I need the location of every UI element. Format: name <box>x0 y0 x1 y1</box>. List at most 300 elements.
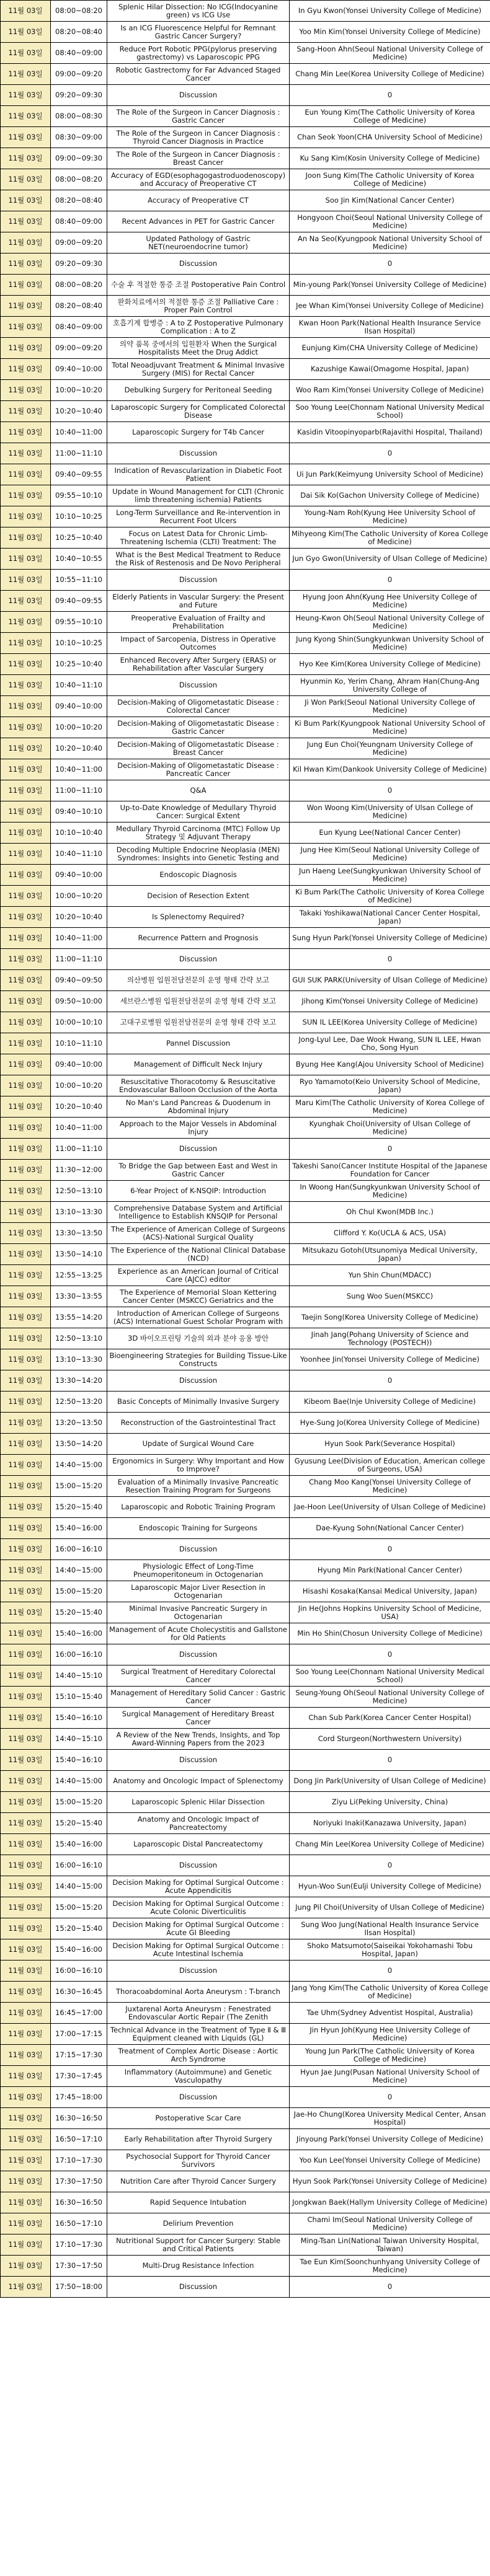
session-speaker: Jung Pil Choi(University of Ulsan College of Medicine) <box>290 1897 490 1918</box>
session-title: Accuracy of Preoperative CT <box>107 190 290 211</box>
table-row <box>1 296 490 317</box>
session-time: 10:00~10:20 <box>51 886 107 907</box>
table-row <box>1 2108 490 2129</box>
table-row <box>1 1012 490 1033</box>
session-date: 11월 03일 <box>1 1054 51 1075</box>
session-time: 09:55~10:10 <box>51 612 107 633</box>
table-row <box>1 2256 490 2277</box>
table-row <box>1 1518 490 1539</box>
session-date: 11월 03일 <box>1 1 51 22</box>
table-row <box>1 2192 490 2213</box>
session-date: 11월 03일 <box>1 1623 51 1644</box>
table-row <box>1 1160 490 1181</box>
session-time: 11:00~11:10 <box>51 949 107 970</box>
session-date: 11월 03일 <box>1 1434 51 1455</box>
session-title: Juxtarenal Aorta Aneurysm : Fenestrated Endovascular Aortic Repair (The Zenith <box>107 2003 290 2024</box>
session-speaker: Joon Sung Kim(The Catholic University of Korea College of Medicine) <box>290 169 490 190</box>
session-time: 14:40~15:10 <box>51 1665 107 1687</box>
session-title: Discussion <box>107 1750 290 1771</box>
session-title: Discussion <box>107 2087 290 2108</box>
session-title: Experience as an American Journal of Critical Care (AJCC) editor <box>107 1265 290 1286</box>
session-date: 11월 03일 <box>1 85 51 106</box>
session-time: 10:20~10:40 <box>51 907 107 928</box>
session-title: Discussion <box>107 254 290 275</box>
session-time: 10:10~10:25 <box>51 633 107 654</box>
table-row <box>1 1560 490 1581</box>
session-date: 11월 03일 <box>1 506 51 527</box>
session-time: 10:10~11:10 <box>51 1033 107 1054</box>
session-date: 11월 03일 <box>1 2213 51 2234</box>
session-title: Laparoscopic Distal Pancreatectomy <box>107 1834 290 1855</box>
session-speaker: 0 <box>290 1370 490 1392</box>
session-speaker: Chan Sub Park(Korea Cancer Center Hospital) <box>290 1708 490 1729</box>
session-time: 08:20~08:40 <box>51 190 107 211</box>
session-time: 10:25~10:40 <box>51 654 107 675</box>
session-date: 11월 03일 <box>1 1096 51 1118</box>
session-title: Management of Difficult Neck Injury <box>107 1054 290 1075</box>
session-date: 11월 03일 <box>1 1539 51 1560</box>
session-date: 11월 03일 <box>1 169 51 190</box>
session-date: 11월 03일 <box>1 401 51 422</box>
session-date: 11월 03일 <box>1 485 51 506</box>
session-title: Update in Wound Management for CLTI (Chronic limb threatening ischemia) Patients <box>107 485 290 506</box>
session-date: 11월 03일 <box>1 254 51 275</box>
session-date: 11월 03일 <box>1 1118 51 1139</box>
session-time: 17:30~17:50 <box>51 2256 107 2277</box>
session-speaker: Hye-Sung Jo(Korea University College of Medicine) <box>290 1413 490 1434</box>
session-date: 11월 03일 <box>1 801 51 823</box>
session-title: Treatment of Complex Aortic Disease : Aortic Arch Syndrome <box>107 2045 290 2066</box>
session-time: 11:00~11:10 <box>51 780 107 801</box>
session-time: 15:20~15:40 <box>51 1602 107 1623</box>
table-row <box>1 464 490 485</box>
session-title: Discussion <box>107 1961 290 1982</box>
session-title: Delirium Prevention <box>107 2213 290 2234</box>
table-row <box>1 654 490 675</box>
session-speaker: Woo Ram Kim(Yonsei University College of Medicine) <box>290 380 490 401</box>
table-row <box>1 1370 490 1392</box>
session-title: To Bridge the Gap between East and West in Gastric Cancer <box>107 1160 290 1181</box>
session-title: Thoracoabdominal Aorta Aneurysm : T-branch <box>107 1982 290 2003</box>
table-row <box>1 738 490 759</box>
session-date: 11월 03일 <box>1 464 51 485</box>
session-title: Approach to the Major Vessels in Abdominal Injury <box>107 1118 290 1139</box>
session-title: 고대구로병원 입원전담전문의 운영 형태 간략 보고 <box>107 1012 290 1033</box>
session-date: 11월 03일 <box>1 1328 51 1349</box>
session-title: Enhanced Recovery After Surgery (ERAS) or Rehabilitation after Vascular Surgery <box>107 654 290 675</box>
session-date: 11월 03일 <box>1 2234 51 2256</box>
session-date: 11월 03일 <box>1 1602 51 1623</box>
session-title: 의산병원 입원전담전문의 운영 형태 간략 보고 <box>107 970 290 991</box>
session-speaker: Hyung Min Park(National Cancer Center) <box>290 1560 490 1581</box>
session-date: 11월 03일 <box>1 22 51 43</box>
session-time: 12:55~13:25 <box>51 1265 107 1286</box>
session-title: Basic Concepts of Minimally Invasive Surgery <box>107 1392 290 1413</box>
table-row <box>1 1497 490 1518</box>
session-time: 17:10~17:30 <box>51 2234 107 2256</box>
session-time: 09:40~10:00 <box>51 359 107 380</box>
table-row <box>1 2129 490 2150</box>
session-date: 11월 03일 <box>1 2256 51 2277</box>
session-date: 11월 03일 <box>1 1665 51 1687</box>
session-time: 10:20~10:40 <box>51 1096 107 1118</box>
session-time: 15:40~16:00 <box>51 1518 107 1539</box>
session-speaker: An Na Seo(Kyungpook National University School of Medicine) <box>290 232 490 254</box>
session-speaker: Jihong Kim(Yonsei University College of Medicine) <box>290 991 490 1012</box>
table-row <box>1 1665 490 1687</box>
session-time: 15:40~16:10 <box>51 1750 107 1771</box>
session-time: 12:50~13:20 <box>51 1392 107 1413</box>
session-title: Update of Surgical Wound Care <box>107 1434 290 1455</box>
session-speaker: SUN IL LEE(Korea University College of Medicine) <box>290 1012 490 1033</box>
session-date: 11월 03일 <box>1 2277 51 2298</box>
session-time: 13:50~14:20 <box>51 1434 107 1455</box>
session-time: 13:55~14:20 <box>51 1307 107 1328</box>
session-date: 11월 03일 <box>1 1413 51 1434</box>
session-time: 10:00~10:20 <box>51 380 107 401</box>
session-time: 16:30~16:50 <box>51 2192 107 2213</box>
table-row <box>1 22 490 43</box>
session-title: 6-Year Project of K-NSQIP: Introduction <box>107 1181 290 1202</box>
session-title: Updated Pathology of Gastric NET(neuroendocrine tumor) <box>107 232 290 254</box>
session-speaker: Maru Kim(The Catholic University of Korea College of Medicine) <box>290 1096 490 1118</box>
session-title: Anatomy and Oncologic Impact of Pancreatectomy <box>107 1813 290 1834</box>
session-date: 11월 03일 <box>1 1855 51 1876</box>
session-date: 11월 03일 <box>1 1581 51 1602</box>
session-time: 15:40~16:00 <box>51 1834 107 1855</box>
session-date: 11월 03일 <box>1 1982 51 2003</box>
session-speaker: Hyun Jae Jung(Pusan National University School of Medicine) <box>290 2066 490 2087</box>
session-time: 13:30~13:50 <box>51 1223 107 1244</box>
session-date: 11월 03일 <box>1 359 51 380</box>
session-title: Preoperative Evaluation of Frailty and Prehabilitation <box>107 612 290 633</box>
session-time: 08:40~09:00 <box>51 43 107 64</box>
table-row <box>1 1286 490 1307</box>
session-time: 09:40~10:00 <box>51 696 107 717</box>
table-row <box>1 991 490 1012</box>
session-speaker: Yoo Kun Lee(Yonsei University College of Medicine) <box>290 2150 490 2171</box>
session-title: Surgical Treatment of Hereditary Colorectal Cancer <box>107 1665 290 1687</box>
table-row <box>1 1771 490 1792</box>
session-title: Laparoscopic Surgery for Complicated Colorectal Disease <box>107 401 290 422</box>
session-speaker: Sung Woo Jung(National Health Insurance Service Ilsan Hospital) <box>290 1918 490 1939</box>
session-time: 10:10~10:25 <box>51 506 107 527</box>
session-time: 11:30~12:00 <box>51 1160 107 1181</box>
session-title: Endoscopic Training for Surgeons <box>107 1518 290 1539</box>
table-row <box>1 844 490 865</box>
session-speaker: Jinah Jang(Pohang University of Science and Technology (POSTECH)) <box>290 1328 490 1349</box>
session-time: 09:00~09:20 <box>51 338 107 359</box>
session-date: 11월 03일 <box>1 907 51 928</box>
session-date: 11월 03일 <box>1 1392 51 1413</box>
session-date: 11월 03일 <box>1 2066 51 2087</box>
session-time: 11:00~11:10 <box>51 443 107 464</box>
table-row <box>1 2087 490 2108</box>
session-speaker: Hyung Joon Ahn(Kyung Hee University College of Medicine) <box>290 591 490 612</box>
session-date: 11월 03일 <box>1 1223 51 1244</box>
table-row <box>1 549 490 570</box>
session-title: Management of Acute Cholecystitis and Gallstone for Old Patients <box>107 1623 290 1644</box>
session-speaker: Jinyoung Park(Yonsei University College of Medicine) <box>290 2129 490 2150</box>
session-date: 11월 03일 <box>1 2192 51 2213</box>
session-speaker: Chan Seok Yoon(CHA University School of Medicine) <box>290 127 490 148</box>
session-time: 14:40~15:10 <box>51 1729 107 1750</box>
session-time: 10:20~10:40 <box>51 401 107 422</box>
session-date: 11월 03일 <box>1 1939 51 1961</box>
session-title: Rapid Sequence Intubation <box>107 2192 290 2213</box>
session-title: Reduce Port Robotic PPG(pylorus preserving gastrectomy) vs Laparoscopic PPG <box>107 43 290 64</box>
session-speaker: Chang Moo Kang(Yonsei University College of Medicine) <box>290 1476 490 1497</box>
table-row <box>1 1855 490 1876</box>
session-speaker: In Gyu Kwon(Yonsei University College of Medicine) <box>290 1 490 22</box>
session-date: 11월 03일 <box>1 1139 51 1160</box>
table-row <box>1 338 490 359</box>
session-date: 11월 03일 <box>1 1518 51 1539</box>
session-title: Impact of Sarcopenia, Distress in Operative Outcomes <box>107 633 290 654</box>
session-time: 17:10~17:30 <box>51 2150 107 2171</box>
session-speaker: Jung Eun Choi(Yeungnam University College of Medicine) <box>290 738 490 759</box>
session-speaker: Jung Hee Kim(Seoul National University College of Medicine) <box>290 844 490 865</box>
table-row <box>1 1876 490 1897</box>
session-time: 15:00~15:20 <box>51 1897 107 1918</box>
session-date: 11월 03일 <box>1 696 51 717</box>
table-row <box>1 2066 490 2087</box>
table-row <box>1 527 490 549</box>
session-time: 16:30~16:50 <box>51 2108 107 2129</box>
session-title: Decision-Making of Oligometastatic Disease : Colorectal Cancer <box>107 696 290 717</box>
table-row <box>1 317 490 338</box>
session-speaker: Ki Bum Park(The Catholic University of Korea College of Medicine) <box>290 886 490 907</box>
table-row <box>1 169 490 190</box>
session-speaker: Jae-Hoon Lee(University of Ulsan College of Medicine) <box>290 1497 490 1518</box>
session-speaker: Chang Min Lee(Korea University College of Medicine) <box>290 1834 490 1855</box>
session-speaker: Byung Hee Kang(Ajou University School of Medicine) <box>290 1054 490 1075</box>
session-date: 11월 03일 <box>1 1961 51 1982</box>
session-speaker: Hongyoon Choi(Seoul National University College of Medicine) <box>290 211 490 232</box>
table-row <box>1 949 490 970</box>
session-date: 11월 03일 <box>1 633 51 654</box>
session-date: 11월 03일 <box>1 190 51 211</box>
session-speaker: Jae-Ho Chung(Korea University Medical Center, Ansan Hospital) <box>290 2108 490 2129</box>
session-speaker: Ki Bum Park(Kyungpook National University School of Medicine) <box>290 717 490 738</box>
session-title: Decision-Making of Oligometastatic Disease : Breast Cancer <box>107 738 290 759</box>
session-speaker: Seung-Young Oh(Seoul National University College of Medicine) <box>290 1687 490 1708</box>
session-time: 09:00~09:30 <box>51 148 107 169</box>
session-date: 11월 03일 <box>1 422 51 443</box>
session-speaker: Taejin Song(Korea University College of Medicine) <box>290 1307 490 1328</box>
session-date: 11월 03일 <box>1 1497 51 1518</box>
session-speaker: Ji Won Park(Seoul National University College of Medicine) <box>290 696 490 717</box>
session-title: The Role of the Surgeon in Cancer Diagnosis : Breast Cancer <box>107 148 290 169</box>
session-title: Bioengineering Strategies for Building Tissue-Like Constructs <box>107 1349 290 1370</box>
session-time: 10:55~11:10 <box>51 570 107 591</box>
session-speaker: 0 <box>290 1961 490 1982</box>
session-time: 14:40~15:00 <box>51 1560 107 1581</box>
session-speaker: Ku Sang Kim(Kosin University College of Medicine) <box>290 148 490 169</box>
table-row <box>1 1307 490 1328</box>
table-row <box>1 1349 490 1370</box>
session-date: 11월 03일 <box>1 844 51 865</box>
session-speaker: Eun Young Kim(The Catholic University of Korea College of Medicine) <box>290 106 490 127</box>
table-row <box>1 232 490 254</box>
session-title: Decoding Multiple Endocrine Neoplasia (MEN) Syndromes: Insights into Genetic Testing and <box>107 844 290 865</box>
table-row <box>1 570 490 591</box>
table-row <box>1 1392 490 1413</box>
session-speaker: 0 <box>290 2277 490 2298</box>
table-row <box>1 612 490 633</box>
table-row <box>1 443 490 464</box>
table-row <box>1 1644 490 1665</box>
session-speaker: Kazushige Kawai(Omagome Hospital, Japan) <box>290 359 490 380</box>
table-row <box>1 43 490 64</box>
session-time: 08:00~08:20 <box>51 275 107 296</box>
session-speaker: Kyunghak Choi(University of Ulsan College of Medicine) <box>290 1118 490 1139</box>
table-row <box>1 211 490 232</box>
table-row <box>1 1244 490 1265</box>
session-time: 15:00~15:20 <box>51 1792 107 1813</box>
session-title: Comprehensive Database System and Artificial Intelligence to Establish KNSQIP for Personal <box>107 1202 290 1223</box>
session-time: 09:20~09:30 <box>51 85 107 106</box>
table-row <box>1 633 490 654</box>
session-title: Ergonomics in Surgery: Why Important and How to Improve? <box>107 1455 290 1476</box>
schedule-body <box>1 1 490 2298</box>
session-speaker: Kil Hwan Kim(Dankook University College of Medicine) <box>290 759 490 780</box>
session-date: 11월 03일 <box>1 759 51 780</box>
session-date: 11월 03일 <box>1 1244 51 1265</box>
session-title: Q&A <box>107 780 290 801</box>
session-time: 09:20~09:30 <box>51 254 107 275</box>
session-date: 11월 03일 <box>1 1181 51 1202</box>
session-speaker: Dai Sik Ko(Gachon University College of Medicine) <box>290 485 490 506</box>
table-row <box>1 2171 490 2192</box>
session-speaker: Noriyuki Inaki(Kanazawa University, Japan) <box>290 1813 490 1834</box>
session-date: 11월 03일 <box>1 717 51 738</box>
session-date: 11월 03일 <box>1 1897 51 1918</box>
session-title: Physiologic Effect of Long-Time Pneumoperitoneum in Octogenarian <box>107 1560 290 1581</box>
session-title: Laparoscopic and Robotic Training Program <box>107 1497 290 1518</box>
session-time: 13:50~14:10 <box>51 1244 107 1265</box>
session-title: 수술 후 적절한 통증 조절 Postoperative Pain Control <box>107 275 290 296</box>
session-time: 10:00~10:20 <box>51 717 107 738</box>
table-row <box>1 1897 490 1918</box>
table-row <box>1 127 490 148</box>
session-time: 08:20~08:40 <box>51 296 107 317</box>
session-title: Discussion <box>107 1139 290 1160</box>
session-title: Laparoscopic Splenic Hilar Dissection <box>107 1792 290 1813</box>
session-date: 11월 03일 <box>1 148 51 169</box>
session-date: 11월 03일 <box>1 654 51 675</box>
session-speaker: Yoonhee Jin(Yonsei University College of Medicine) <box>290 1349 490 1370</box>
session-title: Discussion <box>107 1370 290 1392</box>
session-speaker: 0 <box>290 949 490 970</box>
table-row <box>1 1455 490 1476</box>
session-speaker: Young-Nam Roh(Kyung Hee University School of Medicine) <box>290 506 490 527</box>
table-row <box>1 1181 490 1202</box>
session-speaker: Jun Haeng Lee(Sungkyunkwan University School of Medicine) <box>290 865 490 886</box>
session-title: The Role of the Surgeon in Cancer Diagnosis : Thyroid Cancer Diagnosis in Practice <box>107 127 290 148</box>
session-time: 10:10~10:40 <box>51 823 107 844</box>
session-time: 09:00~09:20 <box>51 64 107 85</box>
session-title: Decision Making for Optimal Surgical Outcome : Acute GI Bleeding <box>107 1918 290 1939</box>
session-time: 10:40~11:00 <box>51 928 107 949</box>
session-time: 14:40~15:00 <box>51 1455 107 1476</box>
session-date: 11월 03일 <box>1 1265 51 1286</box>
session-speaker: Sang-Hoon Ahn(Seoul National University College of Medicine) <box>290 43 490 64</box>
session-title: Recurrence Pattern and Prognosis <box>107 928 290 949</box>
session-title: Accuracy of EGD(esophagogastroduodenoscopy) and Accuracy of Preoperative CT <box>107 169 290 190</box>
session-date: 11월 03일 <box>1 1202 51 1223</box>
session-title: 의약 품목 중에서의 입원환자 When the Surgical Hospitalists Meet the Drug Addict <box>107 338 290 359</box>
session-time: 09:40~09:55 <box>51 464 107 485</box>
session-title: Robotic Gastrectomy for Far Advanced Staged Cancer <box>107 64 290 85</box>
table-row <box>1 928 490 949</box>
session-date: 11월 03일 <box>1 738 51 759</box>
session-date: 11월 03일 <box>1 2129 51 2150</box>
session-time: 09:55~10:10 <box>51 485 107 506</box>
table-row <box>1 2024 490 2045</box>
session-title: Reconstruction of the Gastrointestinal Tract <box>107 1413 290 1434</box>
session-time: 10:20~10:40 <box>51 738 107 759</box>
session-time: 10:40~11:00 <box>51 422 107 443</box>
session-speaker: Kasidin Vitoopinyoparb(Rajavithi Hospital, Thailand) <box>290 422 490 443</box>
session-date: 11월 03일 <box>1 1918 51 1939</box>
session-speaker: Gyusung Lee(Division of Education, American college of Surgeons, USA) <box>290 1455 490 1476</box>
session-time: 16:50~17:10 <box>51 2213 107 2234</box>
session-time: 09:40~09:50 <box>51 970 107 991</box>
session-time: 15:40~16:00 <box>51 1623 107 1644</box>
table-row <box>1 717 490 738</box>
session-speaker: Dae-Kyung Sohn(National Cancer Center) <box>290 1518 490 1539</box>
table-row <box>1 1939 490 1961</box>
session-title: Long-Term Surveillance and Re-intervention in Recurrent Foot Ulcers <box>107 506 290 527</box>
session-speaker: Jong-Lyul Lee, Dae Wook Hwang, SUN IL LEE, Hwan Cho, Song Hyun <box>290 1033 490 1054</box>
session-speaker: Jang Yong Kim(The Catholic University of Korea College of Medicine) <box>290 1982 490 2003</box>
session-title: Introduction of American College of Surgeons (ACS) International Guest Scholar Program with <box>107 1307 290 1328</box>
session-title: Discussion <box>107 1855 290 1876</box>
session-speaker: Dong Jin Park(University of Ulsan College of Medicine) <box>290 1771 490 1792</box>
session-speaker: Jin He(Johns Hopkins University School of Medicine, USA) <box>290 1602 490 1623</box>
table-row <box>1 1813 490 1834</box>
table-row <box>1 1687 490 1708</box>
session-title: Laparoscopic Surgery for T4b Cancer <box>107 422 290 443</box>
session-title: Indication of Revascularization in Diabetic Foot Patient <box>107 464 290 485</box>
session-time: 16:45~17:00 <box>51 2003 107 2024</box>
session-date: 11월 03일 <box>1 1349 51 1370</box>
session-title: Resuscitative Thoracotomy & Resuscitative Endovascular Balloon Occlusion of the Aorta <box>107 1075 290 1096</box>
session-speaker: Jun Gyo Gwon(University of Ulsan College of Medicine) <box>290 549 490 570</box>
table-row <box>1 886 490 907</box>
table-row <box>1 2045 490 2066</box>
session-speaker: Shoko Matsumoto(Saiseikai Yokohamashi Tobu Hospital, Japan) <box>290 1939 490 1961</box>
table-row <box>1 1602 490 1623</box>
session-title: Management of Hereditary Solid Cancer : Gastric Cancer <box>107 1687 290 1708</box>
table-row <box>1 1750 490 1771</box>
session-title: The Experience of American College of Surgeons (ACS)-National Surgical Quality <box>107 1223 290 1244</box>
session-date: 11월 03일 <box>1 970 51 991</box>
session-speaker: Heung-Kwon Oh(Seoul National University College of Medicine) <box>290 612 490 633</box>
session-title: Early Rehabilitation after Thyroid Surgery <box>107 2129 290 2150</box>
session-title: Decision-Making of Oligometastatic Disease : Pancreatic Cancer <box>107 759 290 780</box>
session-speaker: Mihyeong Kim(The Catholic University of Korea College of Medicine) <box>290 527 490 549</box>
session-title: Evaluation of a Minimally Invasive Pancreatic Resection Training Program for Surgeons <box>107 1476 290 1497</box>
table-row <box>1 1118 490 1139</box>
session-time: 08:20~08:40 <box>51 22 107 43</box>
table-row <box>1 1729 490 1750</box>
table-row <box>1 801 490 823</box>
session-time: 17:00~17:15 <box>51 2024 107 2045</box>
session-title: Discussion <box>107 570 290 591</box>
table-row <box>1 485 490 506</box>
